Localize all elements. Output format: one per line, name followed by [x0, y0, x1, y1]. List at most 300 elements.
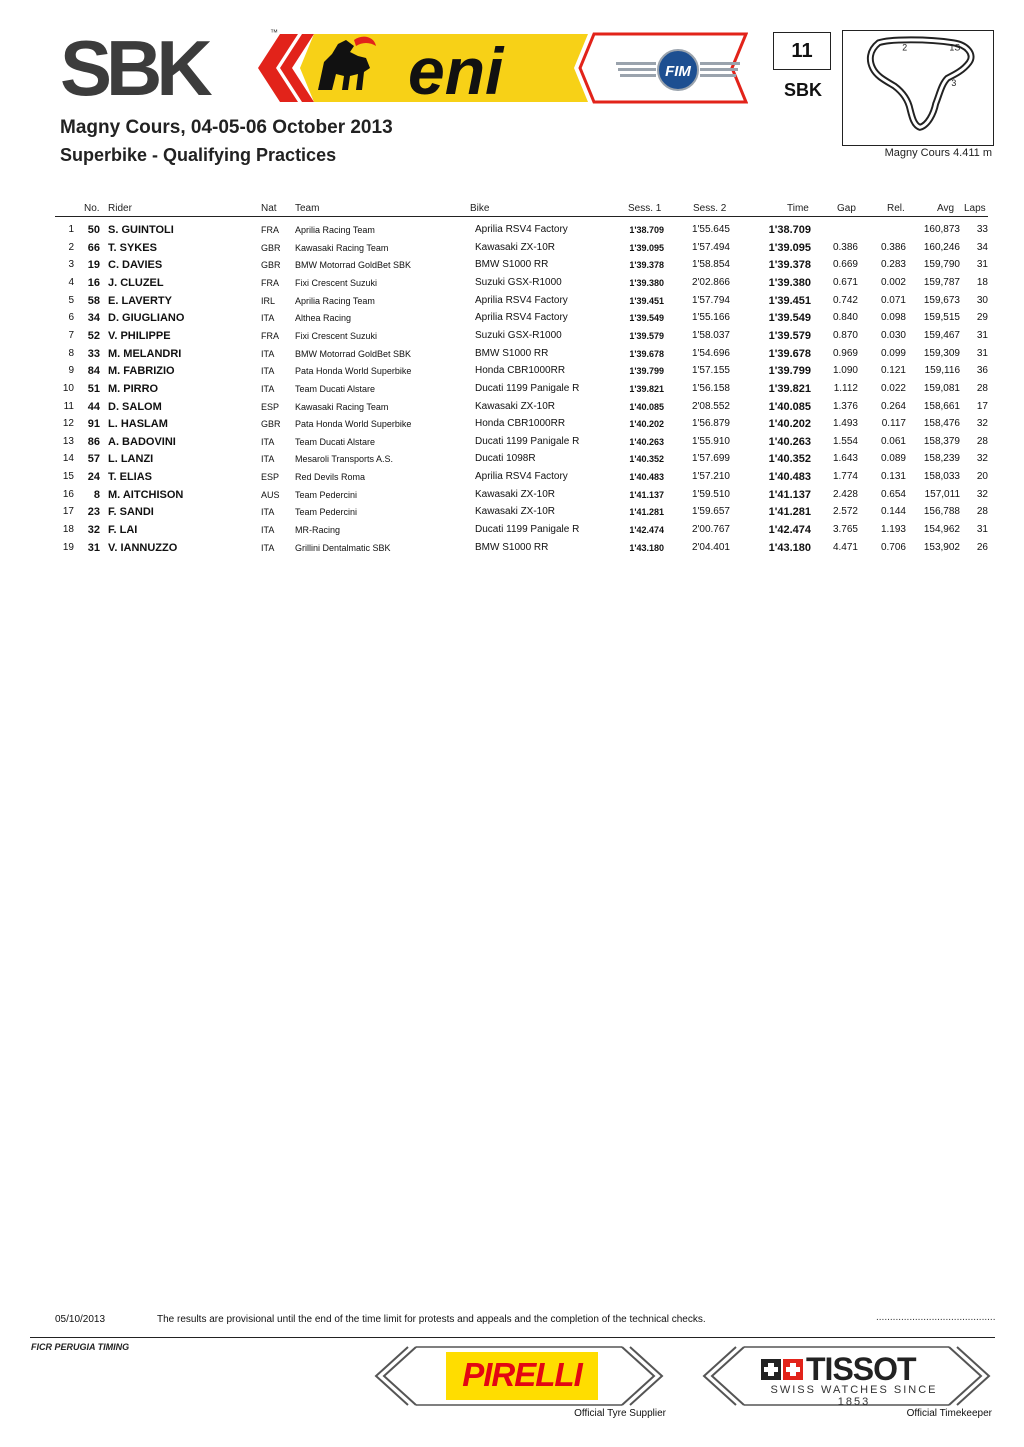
team-name: Fixi Crescent Suzuki — [295, 330, 378, 341]
gap: 0.671 — [832, 276, 858, 288]
rider-name: T. SYKES — [108, 241, 157, 254]
nationality: FRA — [261, 225, 279, 235]
session1-time: 1'39.378 — [629, 260, 664, 271]
bike-model: Ducati 1199 Panigale R — [475, 382, 580, 394]
team-name: Fixi Crescent Suzuki — [295, 277, 378, 288]
bike-model: BMW S1000 RR — [475, 347, 549, 359]
rider-name: C. DAVIES — [108, 259, 163, 272]
rider-name: D. GIUGLIANO — [108, 312, 185, 325]
nationality: IRL — [261, 295, 276, 306]
rider-number: 84 — [87, 365, 100, 378]
rider-name: L. HASLAM — [108, 418, 168, 431]
position: 11 — [63, 400, 74, 412]
team-name: Team Pedercini — [295, 507, 358, 518]
bike-model: Suzuki GSX-R1000 — [475, 329, 562, 341]
best-time: 1'39.378 — [768, 259, 811, 272]
session1-time: 1'40.202 — [629, 419, 664, 430]
rider-number: 34 — [87, 312, 100, 325]
gap: 2.572 — [832, 506, 858, 518]
session-title: Superbike - Qualifying Practices — [60, 145, 337, 165]
rider-name: M. MELANDRI — [108, 347, 182, 360]
position: 8 — [68, 347, 74, 359]
table-row — [0, 541, 1024, 559]
table-row — [0, 347, 1024, 365]
average-speed: 154,962 — [923, 524, 960, 535]
position: 10 — [62, 382, 74, 394]
relative-gap: 1.193 — [880, 524, 906, 535]
rider-name: V. IANNUZZO — [108, 541, 178, 554]
position: 2 — [68, 241, 74, 253]
nationality: ITA — [261, 507, 275, 518]
rider-number: 44 — [87, 400, 100, 413]
gap: 0.669 — [832, 259, 858, 271]
best-time: 1'40.085 — [768, 400, 811, 413]
average-speed: 159,309 — [923, 347, 960, 359]
bike-model: Ducati 1199 Panigale R — [475, 435, 580, 447]
rider-name: M. PIRRO — [108, 382, 159, 395]
session1-time: 1'41.137 — [629, 489, 664, 500]
session2-time: 1'55.645 — [691, 224, 730, 235]
average-speed: 160,246 — [923, 241, 960, 253]
best-time: 1'39.380 — [768, 276, 811, 289]
rider-number: 57 — [87, 453, 100, 466]
bike-model: Kawasaki ZX-10R — [475, 241, 556, 253]
laps: 17 — [976, 400, 988, 412]
position: 15 — [62, 471, 74, 483]
position: 4 — [68, 276, 74, 288]
bike-model: Kawasaki ZX-10R — [475, 400, 556, 412]
bike-model: Kawasaki ZX-10R — [475, 506, 556, 518]
col-avg: Avg — [937, 203, 955, 214]
average-speed: 158,379 — [923, 435, 960, 447]
session1-time: 1'40.352 — [629, 454, 664, 465]
session1-time: 1'42.474 — [629, 525, 664, 535]
average-speed: 158,661 — [923, 400, 960, 412]
best-time: 1'43.180 — [768, 541, 811, 554]
rider-number: 51 — [87, 382, 100, 395]
table-row — [0, 417, 1024, 435]
session1-time: 1'39.678 — [629, 348, 664, 359]
provisional-note: The results are provisional until the end of the time limit for protests and appeals and the completion of the technical checks. — [157, 1314, 706, 1325]
rider-number: 50 — [87, 224, 100, 236]
footer-divider — [30, 1337, 995, 1338]
position: 3 — [68, 259, 74, 271]
position: 16 — [62, 488, 74, 500]
session1-time: 1'39.799 — [629, 366, 664, 377]
session1-time: 1'41.281 — [629, 507, 664, 518]
best-time: 1'40.263 — [768, 435, 811, 448]
relative-gap: 0.002 — [880, 276, 906, 288]
rider-number: 24 — [87, 471, 100, 484]
nationality: FRA — [261, 277, 279, 288]
nationality: AUS — [261, 489, 280, 500]
gap: 3.765 — [832, 524, 858, 535]
session2-time: 2'08.552 — [691, 400, 730, 412]
col-laps: Laps — [964, 203, 986, 214]
best-time: 1'40.202 — [768, 418, 811, 431]
gap: 2.428 — [832, 488, 858, 500]
col-no: No. — [84, 203, 100, 214]
bike-model: Honda CBR1000RR — [475, 418, 566, 430]
laps: 34 — [976, 241, 988, 253]
position: 17 — [62, 506, 74, 518]
class-label: SBK — [783, 80, 822, 100]
bike-model: Aprilia RSV4 Factory — [475, 294, 568, 306]
session2-time: 1'57.699 — [691, 453, 730, 465]
bike-model: BMW S1000 RR — [475, 259, 549, 271]
relative-gap: 0.022 — [880, 382, 906, 394]
average-speed: 159,116 — [924, 365, 960, 377]
gap: 1.643 — [832, 453, 858, 465]
rider-number: 16 — [87, 276, 100, 289]
relative-gap: 0.121 — [880, 365, 906, 377]
table-row — [0, 364, 1024, 382]
table-row — [0, 488, 1024, 506]
session1-time: 1'39.095 — [629, 242, 664, 253]
session1-time: 1'39.380 — [629, 277, 664, 288]
relative-gap: 0.386 — [880, 241, 906, 253]
table-row — [0, 400, 1024, 418]
gap: 0.969 — [832, 347, 858, 359]
team-name: BMW Motorrad GoldBet SBK — [295, 348, 412, 359]
track-marker-1s: 1S — [949, 42, 961, 53]
col-time: Time — [787, 203, 809, 214]
best-time: 1'41.137 — [768, 488, 811, 501]
gap: 1.493 — [832, 418, 858, 430]
relative-gap: 0.098 — [880, 312, 906, 324]
table-row — [0, 382, 1024, 400]
table-row — [0, 276, 1024, 294]
nationality: ITA — [261, 313, 275, 324]
track-map — [842, 30, 994, 146]
relative-gap: 0.117 — [881, 418, 906, 430]
session2-time: 1'58.854 — [691, 259, 730, 271]
rider-name: S. GUINTOLI — [108, 224, 174, 236]
gap: 1.774 — [832, 471, 858, 483]
average-speed: 153,902 — [923, 541, 960, 553]
rider-name: D. SALOM — [108, 400, 162, 413]
table-row — [0, 223, 1024, 241]
rider-name: M. AITCHISON — [108, 488, 184, 501]
nationality: GBR — [261, 242, 281, 253]
gap: 0.386 — [832, 241, 858, 253]
col-rel: Rel. — [887, 203, 905, 214]
signature-line: ........................................... — [876, 1312, 996, 1323]
team-name: Pata Honda World Superbike — [295, 366, 412, 377]
gap: 1.554 — [832, 435, 858, 447]
gap: 4.471 — [832, 541, 858, 553]
best-time: 1'42.474 — [768, 524, 811, 536]
rider-name: T. ELIAS — [108, 471, 153, 484]
rider-number: 8 — [93, 488, 100, 501]
best-time: 1'40.352 — [768, 453, 811, 466]
average-speed: 158,033 — [923, 471, 960, 483]
laps: 31 — [976, 259, 988, 271]
pirelli-logo: PIRELLI — [462, 1356, 582, 1393]
rider-number: 58 — [87, 294, 100, 307]
session-number: 11 — [773, 32, 831, 70]
event-title: Magny Cours, 04-05-06 October 2013 — [60, 117, 393, 138]
best-time: 1'39.821 — [768, 382, 811, 395]
gap: 1.090 — [832, 365, 858, 377]
session1-time: 1'39.451 — [629, 295, 664, 306]
position: 13 — [62, 435, 74, 447]
rider-number: 23 — [87, 506, 100, 519]
laps: 28 — [976, 382, 988, 394]
gap: 0.840 — [832, 312, 858, 324]
laps: 30 — [976, 294, 988, 306]
session1-time: 1'40.483 — [629, 472, 664, 483]
position: 19 — [62, 541, 74, 553]
session2-time: 1'57.155 — [691, 365, 730, 377]
team-name: Aprilia Racing Team — [295, 225, 375, 235]
bike-model: BMW S1000 RR — [475, 541, 549, 553]
table-row — [0, 505, 1024, 523]
table-row — [0, 294, 1024, 312]
rider-name: L. LANZI — [108, 453, 154, 466]
table-row — [0, 435, 1024, 453]
best-time: 1'38.709 — [768, 224, 811, 236]
nationality: FRA — [261, 330, 279, 341]
rider-name: F. LAI — [108, 524, 138, 536]
nationality: ITA — [261, 348, 275, 359]
relative-gap: 0.099 — [880, 347, 906, 359]
best-time: 1'39.579 — [768, 329, 811, 342]
session2-time: 1'57.794 — [691, 294, 730, 306]
position: 6 — [68, 312, 74, 324]
position: 14 — [62, 453, 74, 465]
best-time: 1'40.483 — [768, 471, 811, 484]
laps: 18 — [976, 276, 988, 288]
session2-time: 1'56.879 — [691, 418, 730, 430]
nationality: ITA — [261, 525, 275, 535]
laps: 31 — [976, 347, 988, 359]
track-marker-3: 3 — [951, 78, 957, 89]
average-speed: 159,467 — [923, 329, 960, 341]
relative-gap: 0.144 — [880, 506, 906, 518]
relative-gap: 0.071 — [880, 294, 906, 306]
table-row — [0, 311, 1024, 329]
laps: 32 — [976, 488, 988, 500]
session2-time: 1'55.166 — [691, 312, 730, 324]
average-speed: 156,788 — [923, 506, 960, 518]
relative-gap: 0.264 — [880, 400, 906, 412]
rider-number: 33 — [87, 347, 100, 360]
average-speed: 159,787 — [923, 276, 960, 288]
average-speed: 158,476 — [923, 418, 960, 430]
bike-model: Suzuki GSX-R1000 — [475, 276, 562, 288]
best-time: 1'39.451 — [768, 294, 811, 307]
track-length: Magny Cours 4.411 m — [884, 147, 992, 159]
laps: 26 — [976, 541, 988, 553]
nationality: GBR — [261, 260, 281, 271]
session2-time: 2'04.401 — [691, 541, 730, 553]
fim-logo: FIM — [665, 63, 691, 80]
team-name: Team Ducati Alstare — [295, 436, 376, 447]
rider-number: 86 — [87, 435, 100, 448]
team-name: Kawasaki Racing Team — [295, 242, 389, 253]
table-row — [0, 470, 1024, 488]
timing-provider: FICR PERUGIA TIMING — [31, 1342, 130, 1352]
col-gap: Gap — [837, 203, 856, 214]
average-speed: 159,515 — [923, 312, 960, 324]
relative-gap: 0.654 — [880, 488, 906, 500]
col-nat: Nat — [261, 203, 277, 214]
bike-model: Aprilia RSV4 Factory — [475, 224, 568, 235]
gap: 1.112 — [833, 382, 858, 394]
bike-model: Aprilia RSV4 Factory — [475, 312, 568, 324]
laps: 32 — [976, 418, 988, 430]
session1-time: 1'38.709 — [629, 225, 664, 235]
rider-number: 91 — [87, 418, 100, 431]
session2-time: 1'59.657 — [691, 506, 730, 518]
average-speed: 159,673 — [923, 294, 960, 306]
team-name: Aprilia Racing Team — [295, 295, 375, 306]
bike-model: Ducati 1098R — [475, 453, 536, 465]
team-name: Mesaroli Transports A.S. — [295, 454, 394, 465]
team-name: Althea Racing — [295, 313, 352, 324]
session2-time: 1'54.696 — [691, 347, 730, 359]
session1-time: 1'40.263 — [629, 436, 664, 447]
team-name: Red Devils Roma — [295, 472, 366, 483]
bike-model: Ducati 1199 Panigale R — [475, 524, 580, 535]
sponsor-logo-strip — [258, 32, 748, 104]
gap: 1.376 — [832, 400, 858, 412]
team-name: MR-Racing — [295, 525, 341, 535]
best-time: 1'39.678 — [768, 347, 811, 360]
bike-model: Honda CBR1000RR — [475, 365, 566, 377]
position: 7 — [68, 329, 74, 341]
sbk-logo: SBK — [60, 24, 207, 112]
team-name: Team Pedercini — [295, 489, 358, 500]
col-team: Team — [295, 203, 320, 214]
laps: 36 — [976, 365, 988, 377]
position: 1 — [68, 224, 74, 235]
session1-time: 1'43.180 — [629, 542, 664, 553]
session2-time: 1'59.510 — [691, 488, 730, 500]
timekeeper-caption: Official Timekeeper — [906, 1408, 992, 1419]
nationality: ITA — [261, 383, 275, 394]
col-sess1: Sess. 1 — [628, 203, 662, 214]
track-marker-2: 2 — [902, 42, 908, 53]
session2-time: 1'58.037 — [691, 329, 730, 341]
laps: 28 — [976, 435, 988, 447]
bike-model: Kawasaki ZX-10R — [475, 488, 556, 500]
nationality: ITA — [261, 542, 275, 553]
team-name: BMW Motorrad GoldBet SBK — [295, 260, 412, 271]
rider-name: A. BADOVINI — [108, 435, 176, 448]
rider-number: 52 — [87, 329, 100, 342]
tissot-swiss-cross-icon — [761, 1357, 805, 1382]
col-bike: Bike — [470, 203, 490, 214]
trademark-mark: ™ — [270, 28, 278, 37]
best-time: 1'39.549 — [768, 312, 811, 325]
gap: 0.870 — [832, 329, 858, 341]
table-row — [0, 258, 1024, 276]
nationality: ITA — [261, 454, 275, 465]
footer-date: 05/10/2013 — [55, 1314, 106, 1325]
laps: 29 — [976, 312, 988, 324]
session1-time: 1'40.085 — [629, 401, 664, 412]
nationality: ITA — [261, 436, 275, 447]
best-time: 1'39.095 — [768, 241, 811, 254]
average-speed: 158,239 — [923, 453, 960, 465]
laps: 31 — [976, 524, 988, 535]
laps: 31 — [976, 329, 988, 341]
session2-time: 1'56.158 — [691, 382, 730, 394]
position: 18 — [62, 524, 74, 535]
session2-time: 1'57.494 — [691, 241, 730, 253]
session1-time: 1'39.579 — [629, 330, 664, 341]
average-speed: 159,790 — [923, 259, 960, 271]
session1-time: 1'39.549 — [629, 313, 664, 324]
col-sess2: Sess. 2 — [693, 203, 727, 214]
col-rider: Rider — [108, 203, 132, 214]
nationality: ESP — [261, 401, 280, 412]
bike-model: Aprilia RSV4 Factory — [475, 471, 568, 483]
position: 12 — [62, 418, 74, 430]
rider-name: V. PHILIPPE — [108, 329, 171, 342]
laps: 20 — [976, 471, 988, 483]
rider-number: 66 — [87, 241, 100, 254]
laps: 32 — [976, 453, 988, 465]
tyre-supplier-caption: Official Tyre Supplier — [574, 1408, 666, 1419]
tissot-logo: TISSOT — [806, 1351, 916, 1387]
relative-gap: 0.061 — [880, 435, 906, 447]
team-name: Kawasaki Racing Team — [295, 401, 389, 412]
session2-time: 1'57.210 — [691, 471, 730, 483]
position: 5 — [68, 294, 74, 306]
best-time: 1'39.799 — [768, 365, 811, 378]
relative-gap: 0.030 — [880, 329, 906, 341]
laps: 33 — [976, 224, 988, 235]
table-row — [0, 523, 1024, 541]
position: 9 — [68, 365, 74, 377]
average-speed: 157,011 — [924, 488, 960, 500]
laps: 28 — [976, 506, 988, 518]
team-name: Team Ducati Alstare — [295, 383, 376, 394]
rider-number: 19 — [87, 259, 100, 272]
nationality: GBR — [261, 419, 281, 430]
rider-name: J. CLUZEL — [108, 276, 164, 289]
nationality: ESP — [261, 472, 280, 483]
table-row — [0, 452, 1024, 470]
rider-name: E. LAVERTY — [108, 294, 172, 307]
session2-time: 2'02.866 — [691, 276, 730, 288]
rider-number: 31 — [87, 541, 100, 554]
tissot-tagline: SWISS WATCHES SINCE 1853 — [770, 1384, 938, 1408]
eni-logo: eni — [408, 34, 504, 104]
relative-gap: 0.706 — [880, 541, 906, 553]
session1-time: 1'39.821 — [629, 383, 664, 394]
rider-name: F. SANDI — [108, 506, 154, 519]
team-name: Pata Honda World Superbike — [295, 419, 412, 430]
relative-gap: 0.089 — [880, 453, 906, 465]
gap: 0.742 — [832, 294, 858, 306]
rider-name: M. FABRIZIO — [108, 365, 175, 378]
header-divider — [55, 216, 988, 217]
best-time: 1'41.281 — [768, 506, 811, 519]
relative-gap: 0.283 — [880, 259, 906, 271]
session2-time: 1'55.910 — [691, 435, 730, 447]
average-speed: 159,081 — [923, 382, 960, 394]
rider-number: 32 — [87, 524, 100, 536]
table-row — [0, 241, 1024, 259]
table-row — [0, 329, 1024, 347]
nationality: ITA — [261, 366, 275, 377]
session2-time: 2'00.767 — [691, 524, 730, 535]
average-speed: 160,873 — [923, 224, 960, 235]
